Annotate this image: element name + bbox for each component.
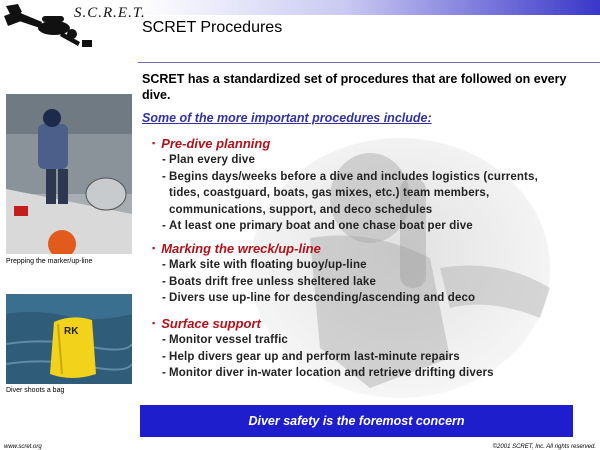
list-item: - Mark site with floating buoy/up-line — [162, 259, 367, 271]
bullet-icon: ▪ — [152, 243, 156, 253]
section-title: Surface support — [161, 316, 261, 331]
footer-url: www.scret.org — [4, 444, 42, 450]
section-pre-dive-planning — [152, 135, 572, 235]
bullet-icon: ▪ — [152, 318, 156, 328]
bag-mark: RK — [64, 326, 79, 337]
scret-logo — [2, 2, 146, 50]
list-item: - At least one primary boat and one chase boat per dive — [162, 220, 473, 232]
subhead-text: Some of the more important procedures include: — [142, 111, 432, 125]
header-divider — [138, 62, 600, 63]
section-heading — [152, 240, 572, 257]
list-item: - Divers use up-line for descending/ascending and deco — [162, 292, 476, 304]
list-item: - Boats drift free unless sheltered lake — [162, 275, 377, 288]
logo-text: S.C.R.E.T. — [74, 5, 146, 21]
photo-caption-1: Prepping the marker/up-line — [6, 258, 93, 265]
list-item: - Plan every dive — [162, 154, 255, 166]
list-item: - Monitor vessel traffic — [162, 334, 288, 346]
section-heading — [152, 315, 572, 332]
bullet-icon: ▪ — [152, 138, 156, 148]
header-gradient-band — [138, 0, 600, 15]
section-title: Marking the wreck/up-line — [161, 241, 321, 256]
section-heading — [152, 135, 572, 152]
section-surface-support — [152, 315, 572, 382]
safety-banner: Diver safety is the foremost concern — [140, 405, 573, 437]
section-title: Pre-dive planning — [161, 136, 271, 151]
footer-copyright: ©2001 SCRET, Inc. All rights reserved. — [492, 444, 596, 450]
list-item: - Begins days/weeks before a dive and includes logistics (currents, tides, coastguard, boats, gas mixes, etc.) team members, communications, support, and deco schedules — [162, 170, 538, 216]
section-marking-wreck — [152, 240, 572, 307]
photo-prepping-marker — [6, 94, 132, 254]
intro-text: SCRET has a standardized set of procedures that are followed on every dive. — [142, 72, 567, 102]
photo-caption-2: Diver shoots a bag — [6, 387, 65, 394]
list-item: - Help divers gear up and perform last-minute repairs — [162, 350, 460, 363]
photo-diver-bag — [6, 294, 132, 384]
list-item: - Monitor diver in-water location and retrieve drifting divers — [162, 367, 494, 379]
page-title: SCRET Procedures — [142, 19, 283, 36]
